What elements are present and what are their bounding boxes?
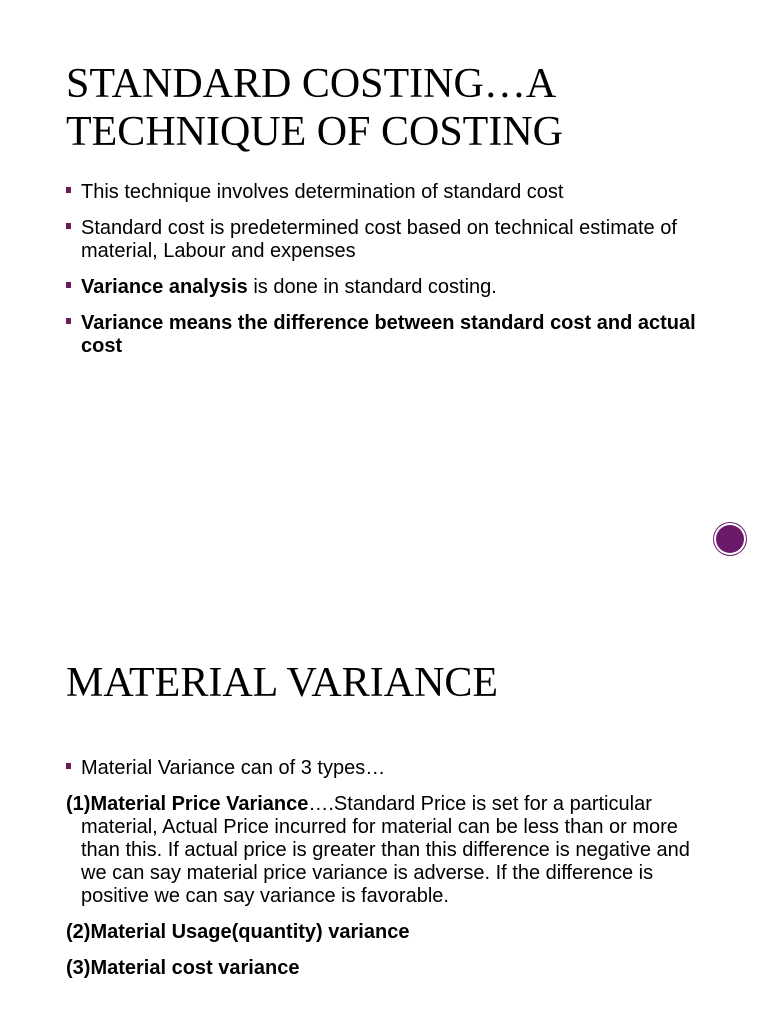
bullet-bold-text: Variance means the difference between standard cost and actual cost [81, 312, 696, 357]
bullet-bold-text: Variance analysis [81, 276, 248, 298]
item-bold-text: (3)Material cost variance [66, 957, 300, 979]
bullet-text: Standard cost is predetermined cost based on technical estimate of material, Labour and expenses [81, 217, 677, 262]
slide-title: MATERIAL VARIANCE [66, 660, 499, 706]
bullet-text: is done in standard costing. [247, 276, 497, 298]
bullet-list [66, 757, 716, 993]
slide-material-variance [0, 600, 768, 1024]
title-line-2: TECHNIQUE OF COSTING [66, 109, 563, 155]
title-line-1: STANDARD COSTING…A [66, 61, 557, 107]
bullet-item [66, 217, 716, 263]
bullet-text: This technique involves determination of standard cost [81, 181, 564, 203]
bullet-item [66, 757, 716, 780]
slide-title [66, 60, 726, 156]
bullet-list [66, 181, 716, 371]
bullet-item [66, 276, 716, 299]
bullet-item [66, 181, 716, 204]
item-bold-text: Material Price Variance [90, 793, 309, 815]
numbered-item [66, 957, 716, 980]
item-bold-text: (2)Material Usage(quantity) variance [66, 921, 410, 943]
item-text: ….Standard Price is set for a particular material, Actual Price incurred for material can be less than or more than this. If actual price is greater than this difference is negative and we can say material price variance is adverse. If the difference is positive we can say variance is favorable. [81, 793, 690, 907]
bullet-item [66, 312, 716, 358]
numbered-item [66, 921, 716, 944]
bullet-text: Material Variance can of 3 types… [81, 757, 386, 779]
numbered-item [66, 793, 716, 908]
item-number: (1) [66, 793, 91, 815]
circle-nav-icon[interactable] [716, 525, 744, 553]
